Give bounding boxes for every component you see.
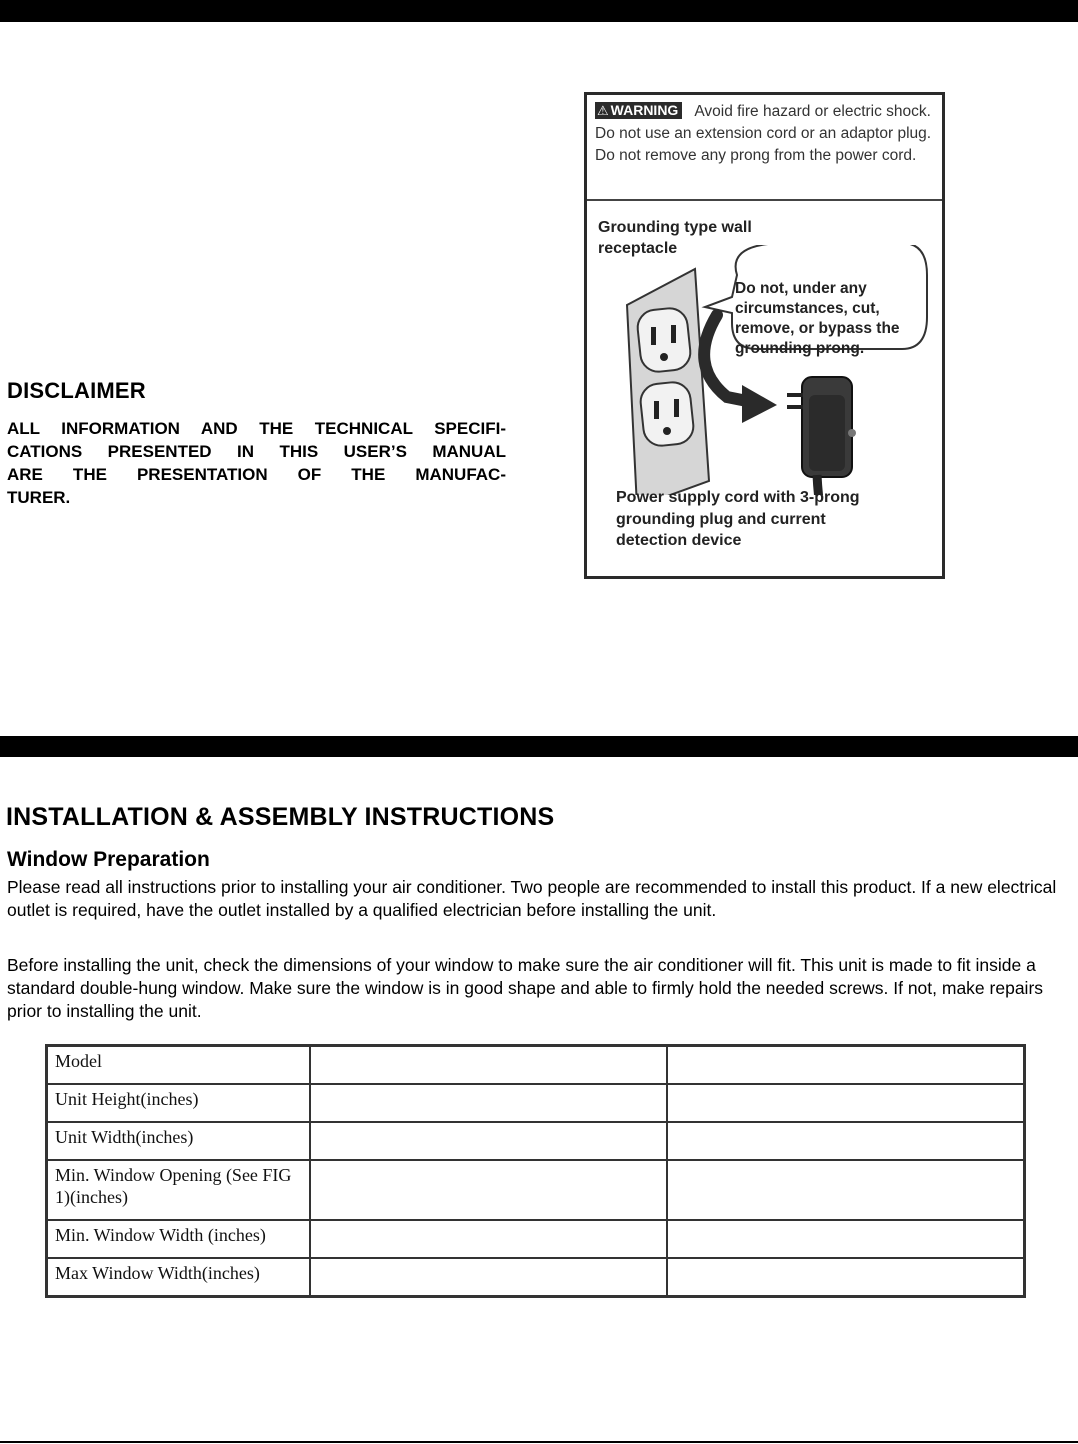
window-spec-table	[45, 1044, 1026, 1298]
warning-figure	[584, 92, 945, 579]
window-preparation-title: Window Preparation	[7, 848, 210, 871]
warning-triangle-icon: ⚠	[597, 103, 609, 118]
row-label: Max Window Width(inches)	[47, 1258, 311, 1297]
value-cell	[310, 1258, 667, 1297]
outlet-socket-bottom	[639, 381, 695, 448]
value-cell	[667, 1160, 1025, 1220]
value-cell	[310, 1160, 667, 1220]
value-cell	[667, 1046, 1025, 1085]
table-row	[47, 1258, 1025, 1297]
disclaimer-text	[7, 417, 506, 509]
intro-paragraph: Please read all instructions prior to installing your air conditioner. Two people are recommended to install this product. If a new electrical outlet is required, have the outlet installed by a qualified electrician before installing the unit.	[7, 877, 1057, 920]
table-row	[47, 1084, 1025, 1122]
disclaimer-line: CATIONS PRESENTED IN THIS USER’S MANUAL	[7, 442, 506, 461]
value-cell	[667, 1258, 1025, 1297]
row-label: Min. Window Width (inches)	[47, 1220, 311, 1258]
table-row	[47, 1220, 1025, 1258]
warning-badge	[595, 102, 682, 119]
dimensions-paragraph: Before installing the unit, check the dimensions of your window to make sure the air conditioner will fit. This unit is made to fit inside a standard double-hung window. Make sure the window is in good shape and able to firmly hold the needed screws. If not, make repairs prior to installing the unit.	[7, 955, 1044, 1021]
value-cell	[310, 1220, 667, 1258]
warning-badge-label: WARNING	[610, 102, 679, 118]
warning-notice	[595, 101, 940, 167]
value-cell	[310, 1046, 667, 1085]
row-label: Unit Height(inches)	[47, 1084, 311, 1122]
disclaimer-title: DISCLAIMER	[7, 378, 146, 403]
value-cell	[310, 1122, 667, 1160]
row-label: Min. Window Opening (See FIG 1)(inches)	[47, 1160, 311, 1220]
disclaimer-line: ARE THE PRESENTATION OF THE MANUFAC-	[7, 465, 506, 484]
grounding-plug-icon	[787, 377, 856, 495]
power-cord-label: Power supply cord with 3-prong grounding plug and current detection device	[616, 489, 860, 549]
disclaimer-line: TURER.	[7, 488, 71, 507]
section-black-bar	[0, 736, 1078, 757]
value-cell	[310, 1084, 667, 1122]
row-label: Model	[47, 1046, 311, 1085]
value-cell	[667, 1084, 1025, 1122]
disclaimer-line: ALL INFORMATION AND THE TECHNICAL SPECIFI-	[7, 419, 506, 438]
table-row	[47, 1122, 1025, 1160]
warning-divider	[587, 199, 942, 201]
top-black-bar	[0, 0, 1078, 22]
warning-text: Avoid fire hazard or electric shock. Do not use an extension cord or an adaptor plug. Do not remove any prong from the power cord.	[595, 103, 932, 164]
table-row	[47, 1160, 1025, 1220]
outlet-socket-top	[636, 307, 692, 374]
bottom-rule	[0, 1441, 1078, 1443]
row-label: Unit Width(inches)	[47, 1122, 311, 1160]
value-cell	[667, 1220, 1025, 1258]
installation-title: INSTALLATION & ASSEMBLY INSTRUCTIONS	[6, 803, 555, 831]
bubble-caution-text: Do not, under any circumstances, cut, remove, or bypass the grounding prong.	[735, 280, 900, 357]
value-cell	[667, 1122, 1025, 1160]
table-row	[47, 1046, 1025, 1085]
grounding-receptacle-label: Grounding type wall receptacle	[598, 219, 752, 257]
